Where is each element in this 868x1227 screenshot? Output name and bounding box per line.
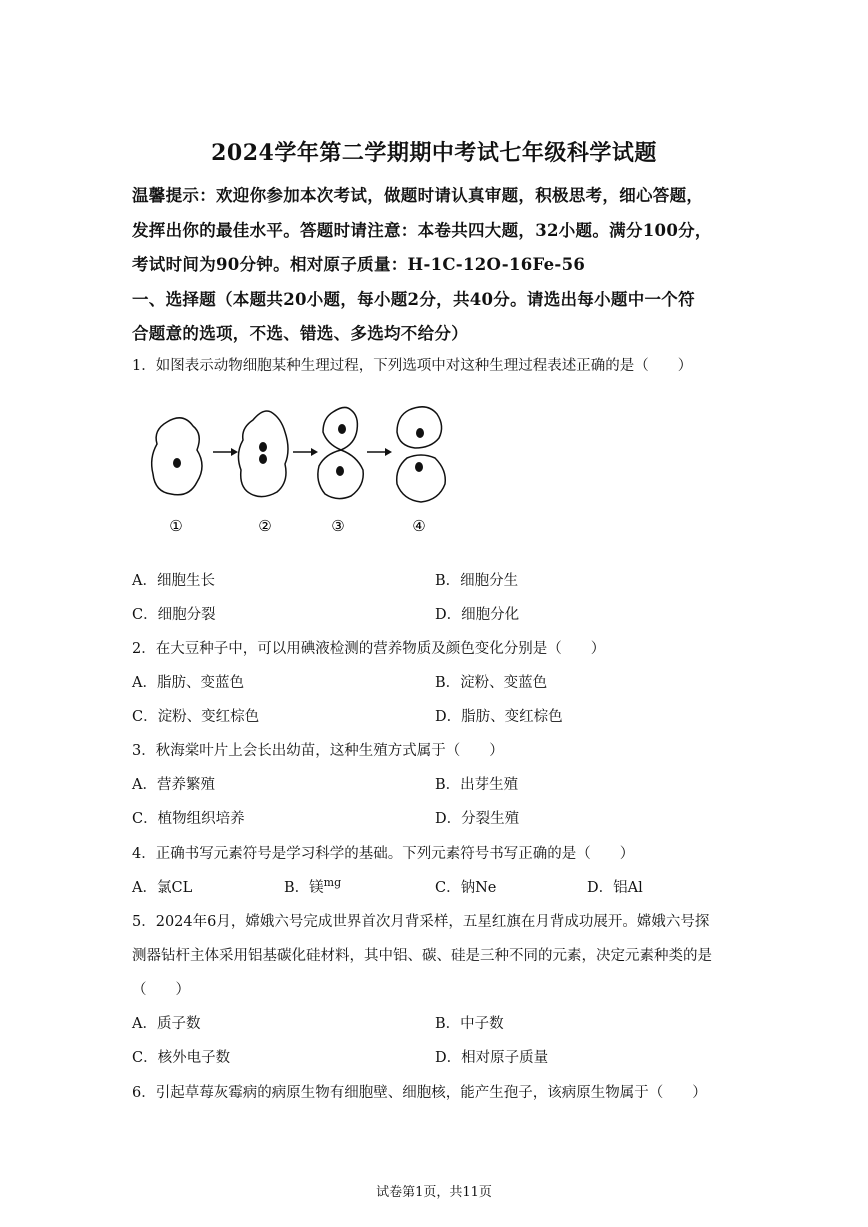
- notice-line-1: 温馨提示：欢迎你参加本次考试，做题时请认真审题，积极思考，细心答题，: [132, 186, 704, 205]
- question-4-option-b-label: B．镁: [284, 880, 324, 896]
- page-footer: 试卷第1页，共11页: [376, 1185, 492, 1200]
- question-5-stem-line-1: 5．2024年6月，嫦娥六号完成世界首次月背采样，五星红旗在月背成功展开。嫦娥六号探: [132, 914, 710, 930]
- question-3-option-d[interactable]: D．分裂生殖: [435, 811, 520, 827]
- question-2-option-a[interactable]: A．脂肪、变蓝色: [132, 675, 244, 691]
- figure-label-2: ②: [258, 517, 272, 535]
- question-1-stem: 1．如图表示动物细胞某种生理过程，下列选项中对这种生理过程表述正确的是（ ）: [132, 358, 693, 374]
- question-5-stem-line-3: （ ）: [132, 982, 190, 998]
- question-4-option-c[interactable]: C．钠Ne: [435, 880, 497, 896]
- question-1-option-a[interactable]: A．细胞生长: [132, 573, 215, 589]
- question-4-option-b-symbol: mg: [323, 876, 342, 889]
- question-6-stem: 6．引起草莓灰霉病的病原生物有细胞壁、细胞核，能产生孢子，该病原生物属于（ ）: [132, 1085, 707, 1101]
- question-4-stem: 4．正确书写元素符号是学习科学的基础。下列元素符号书写正确的是（ ）: [132, 846, 635, 862]
- cell-stage-2: [238, 411, 288, 497]
- question-1-option-c[interactable]: C．细胞分裂: [132, 607, 216, 623]
- cell-stage-3: [318, 407, 363, 498]
- question-4-option-d[interactable]: D．铝Al: [587, 880, 643, 896]
- question-5-option-d[interactable]: D．相对原子质量: [435, 1050, 549, 1066]
- cell-stage-4: [397, 407, 446, 502]
- figure-label-1: ①: [169, 517, 183, 535]
- question-5-option-b[interactable]: B．中子数: [435, 1016, 504, 1032]
- section-heading-line-2: 合题意的选项，不选、错选、多选均不给分）: [132, 324, 468, 343]
- question-2-option-b[interactable]: B．淀粉、变蓝色: [435, 675, 548, 691]
- arrow-2: [293, 448, 318, 456]
- arrow-3: [367, 448, 392, 456]
- question-5-option-c[interactable]: C．核外电子数: [132, 1050, 231, 1066]
- question-3-stem: 3．秋海棠叶片上会长出幼苗，这种生殖方式属于（ ）: [132, 743, 504, 759]
- question-5-stem-line-2: 测器钻杆主体采用铝基碳化硅材料，其中铝、碳、硅是三种不同的元素，决定元素种类的是: [132, 948, 712, 964]
- cell-division-figure: [145, 400, 455, 542]
- question-2-option-c[interactable]: C．淀粉、变红棕色: [132, 709, 260, 725]
- question-4-option-b[interactable]: [284, 876, 341, 897]
- figure-label-4: ④: [412, 517, 426, 535]
- question-1-option-d[interactable]: D．细胞分化: [435, 607, 520, 623]
- notice-line-3: 考试时间为90分钟。相对原子质量：H-1C-12O-16Fe-56: [132, 255, 586, 274]
- notice-line-2: 发挥出你的最佳水平。答题时请注意：本卷共四大题，32小题。满分100分，: [132, 221, 712, 240]
- question-2-stem: 2．在大豆种子中，可以用碘液检测的营养物质及颜色变化分别是（ ）: [132, 641, 606, 657]
- cell-stage-1: [152, 418, 202, 495]
- question-5-option-a[interactable]: A．质子数: [132, 1016, 201, 1032]
- figure-label-3: ③: [331, 517, 345, 535]
- question-2-option-d[interactable]: D．脂肪、变红棕色: [435, 709, 563, 725]
- page-title: 2024学年第二学期期中考试七年级科学试题: [211, 140, 657, 166]
- arrow-1: [213, 448, 238, 456]
- question-4-option-a[interactable]: A．氯CL: [132, 880, 193, 896]
- question-3-option-a[interactable]: A．营养繁殖: [132, 777, 215, 793]
- question-3-option-c[interactable]: C．植物组织培养: [132, 811, 245, 827]
- question-1-option-b[interactable]: B．细胞分生: [435, 573, 519, 589]
- question-3-option-b[interactable]: B．出芽生殖: [435, 777, 519, 793]
- section-heading-line-1: 一、选择题（本题共20小题，每小题2分，共40分。请选出每小题中一个符: [132, 290, 695, 309]
